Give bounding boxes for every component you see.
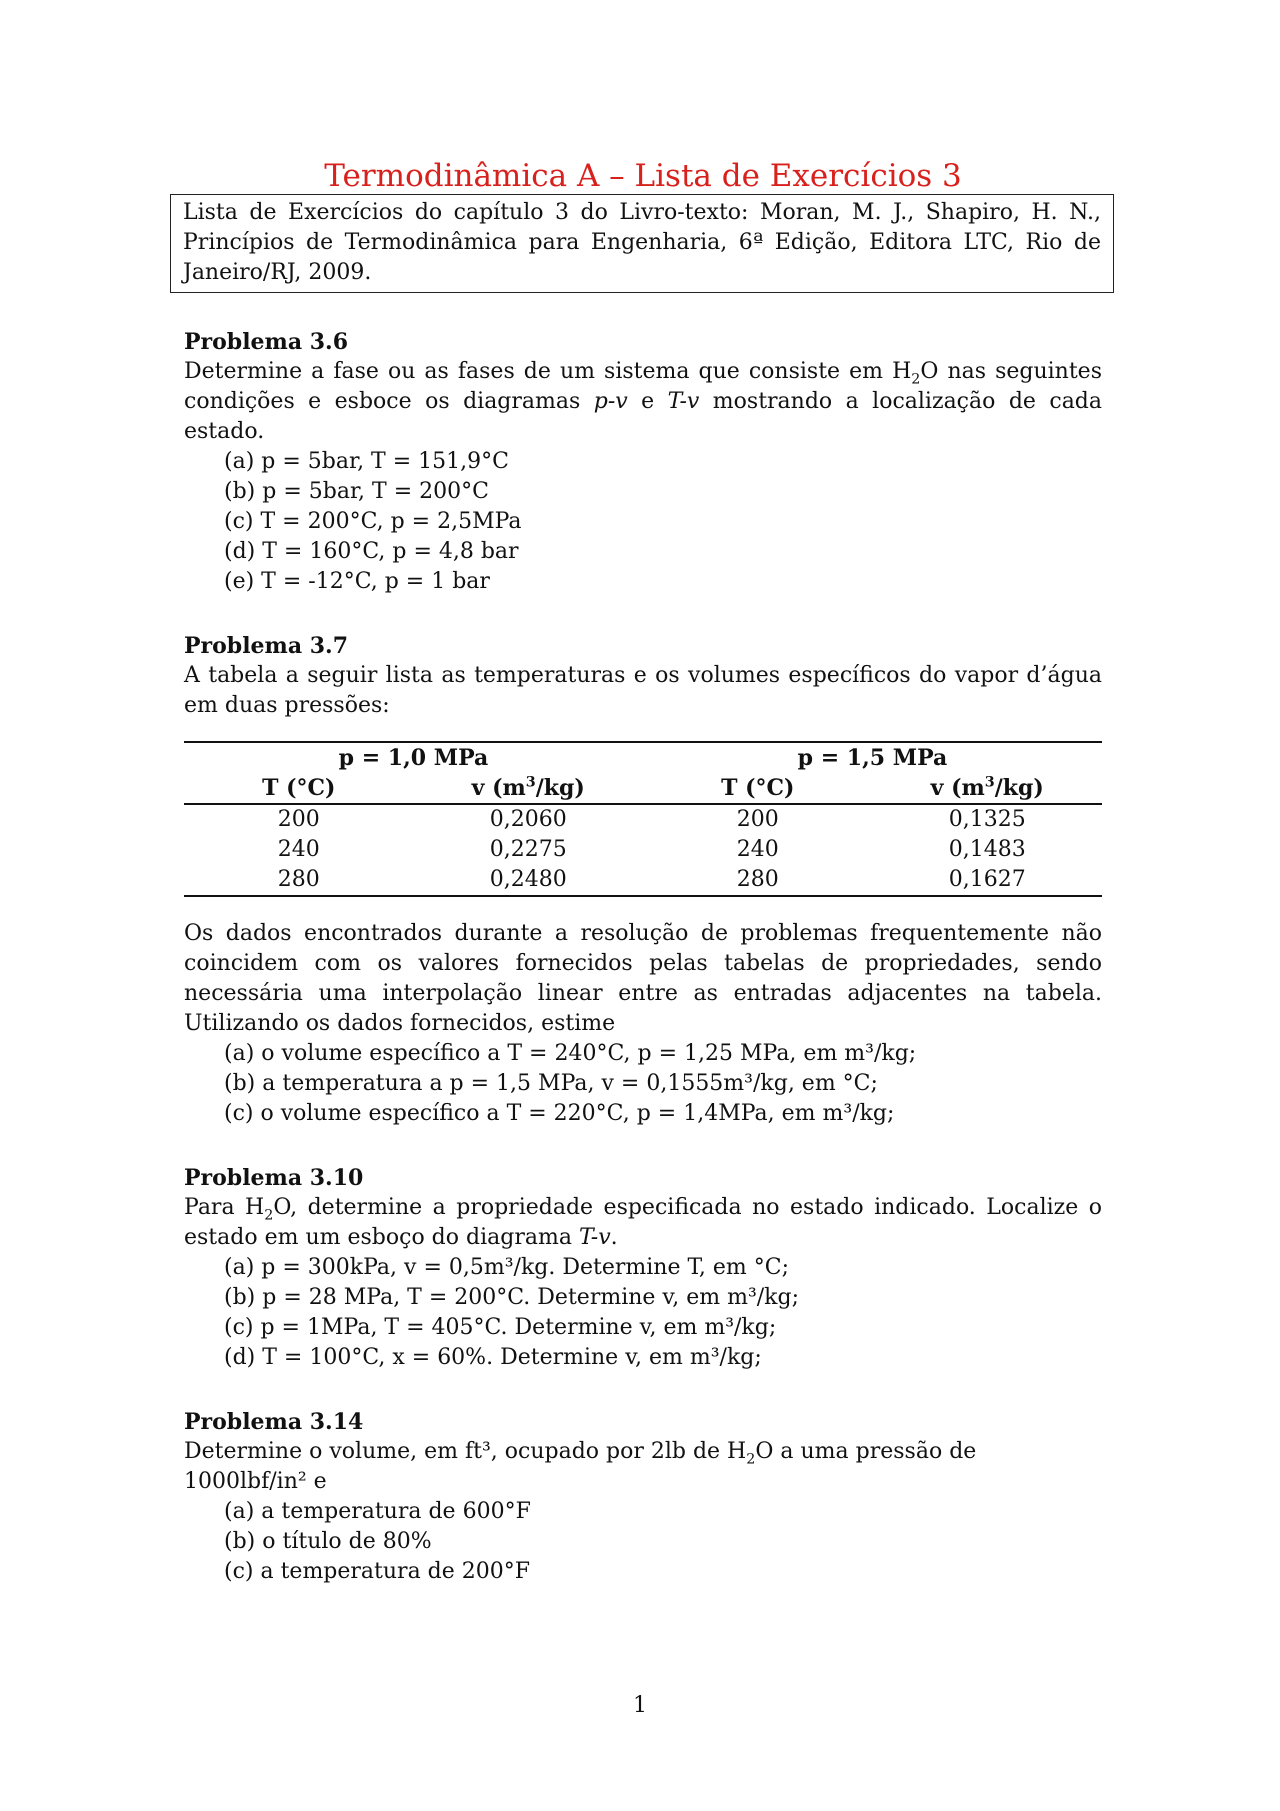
list-item: (b) a temperatura a p = 1,5 MPa, v = 0,1555m³/kg, em °C; [224,1071,878,1096]
list-item: (c) p = 1MPa, T = 405°C. Determine v, em m³/kg; [224,1315,777,1340]
tv-diagram-label: T-v [578,1225,611,1250]
steam-table [184,741,1102,897]
superscript: 3 [525,774,536,791]
table-group-header [184,742,1102,773]
subscript: 2 [264,1207,274,1224]
problem-title: Problema 3.10 [184,1165,364,1191]
table-cell: 0,2480 [414,865,644,896]
problem-3-10 [184,1163,1102,1373]
list-item: (b) p = 28 MPa, T = 200°C. Determine v, em m³/kg; [224,1285,800,1310]
text-segment: v (m [930,775,985,801]
text-segment: /kg) [994,775,1044,801]
item-list [184,1253,1102,1373]
text-segment: O nas seguintes condições e esboce os diagramas [184,359,1102,414]
subscript: 2 [746,1451,756,1468]
list-item: (c) a temperatura de 200°F [224,1559,531,1584]
problem-3-6 [184,327,1102,597]
problem-text: Os dados encontrados durante a resolução de problemas frequentemente não coincidem com os valores fornecidos pelas tabelas de propriedades, sendo necessária uma interpolação linear entre as entradas adjacentes na tabela. Utilizando os dados fornecidos, estime [184,921,1102,1036]
table-cell: 0,1627 [873,865,1103,896]
text-segment: Determine o volume, em ft³, ocupado por 2lb de H [184,1439,747,1464]
item-list [184,447,1102,597]
list-item: (a) o volume específico a T = 240°C, p = 1,25 MPa, em m³/kg; [224,1041,917,1066]
table-cell: 240 [277,837,320,862]
page-number: 1 [633,1693,647,1718]
list-item: (b) p = 5bar, T = 200°C [224,479,489,504]
problem-text [184,1193,1102,1253]
problem-3-14 [184,1407,1102,1587]
table-cell: 200 [277,807,320,832]
problem-title: Problema 3.7 [184,633,349,659]
document-title: Termodinâmica A – Lista de Exercícios 3 [324,158,962,194]
col-header-v [414,773,644,804]
table-cell: 0,1483 [948,837,1026,862]
table-cell: 280 [643,865,873,896]
table-cell: 0,1325 [948,807,1026,832]
text-segment: e [627,389,668,414]
text-segment: . [610,1225,618,1250]
problem-text [184,1437,1102,1497]
text-segment: Para H [184,1195,265,1220]
list-item: (c) T = 200°C, p = 2,5MPa [224,509,522,534]
text-segment: Determine a fase ou as fases de um sistema que consiste em H [184,359,912,384]
col-header-t: T (°C) [184,773,414,804]
page-content [184,158,1102,1587]
table-cell: 240 [736,837,779,862]
pv-diagram-label: p-v [593,389,628,414]
list-item: (d) T = 160°C, p = 4,8 bar [224,539,519,564]
table-row [184,804,1102,835]
reference-box: Lista de Exercícios do capítulo 3 do Livro-texto: Moran, M. J., Shapiro, H. N., Princípios de Termodinâmica para Engenharia, 6ª Edição, Editora LTC, Rio de Janeiro/RJ, 2009. [170,194,1114,293]
text-segment: O, determine a propriedade especificada no estado indicado. Localize o estado em um esboço do diagrama [184,1195,1102,1250]
list-item: (c) o volume específico a T = 220°C, p = 1,4MPa, em m³/kg; [224,1101,895,1126]
text-segment: O a uma pressão de 1000lbf/in² e [184,1439,977,1494]
table-cell: 200 [736,807,779,832]
table-column-header [184,773,1102,804]
list-item: (e) T = -12°C, p = 1 bar [224,569,490,594]
table-cell: 280 [184,865,414,896]
problem-text: A tabela a seguir lista as temperaturas e os volumes específicos do vapor d’água em duas pressões: [184,663,1102,718]
col-header-v [873,773,1103,804]
problem-title: Problema 3.14 [184,1409,364,1435]
problem-text [184,357,1102,447]
text-segment: v (m [471,775,526,801]
group-header-1: p = 1,0 MPa [184,742,643,773]
table-cell: 0,2060 [489,807,567,832]
text-segment: mostrando a localização de cada estado. [184,389,1103,444]
subscript: 2 [911,371,921,388]
table-row [184,835,1102,865]
list-item: (a) a temperatura de 600°F [224,1499,531,1524]
table-row [184,865,1102,896]
table-cell: 0,2275 [489,837,567,862]
col-header-t: T (°C) [643,773,873,804]
item-list [184,1039,1102,1129]
tv-diagram-label: T-v [667,389,700,414]
problem-title: Problema 3.6 [184,329,349,355]
problem-3-7 [184,631,1102,1129]
list-item: (a) p = 300kPa, v = 0,5m³/kg. Determine T, em °C; [224,1255,790,1280]
superscript: 3 [984,774,995,791]
item-list [184,1497,1102,1587]
text-segment: /kg) [535,775,585,801]
list-item: (d) T = 100°C, x = 60%. Determine v, em m³/kg; [224,1345,762,1370]
list-item: (b) o título de 80% [224,1529,432,1554]
list-item: (a) p = 5bar, T = 151,9°C [224,449,509,474]
group-header-2: p = 1,5 MPa [643,742,1102,773]
